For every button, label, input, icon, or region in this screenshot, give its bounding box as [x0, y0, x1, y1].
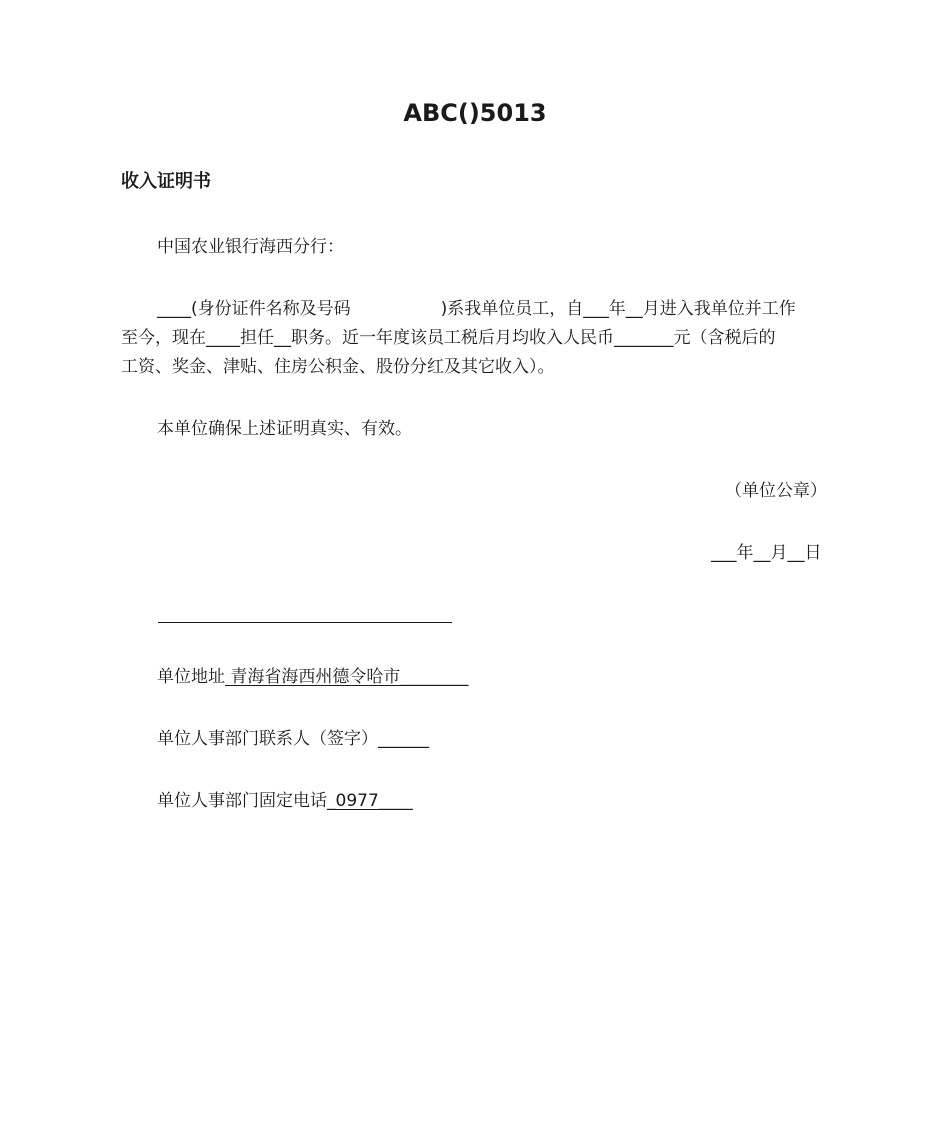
phone-label: 单位人事部门固定电话 — [157, 791, 327, 811]
phone-line — [157, 791, 413, 811]
salutation: 中国农业银行海西分行： — [157, 237, 344, 257]
document-title: ABC()5013 — [403, 99, 547, 127]
contact-line — [157, 729, 429, 749]
document-subtitle: 收入证明书 — [121, 171, 211, 192]
hold-text: 担任 — [240, 328, 274, 348]
address-line — [157, 667, 468, 687]
address-value: 青海省海西州德令哈市 — [225, 667, 401, 687]
id-label: (身份证件名称及号码 — [191, 299, 351, 319]
year-label: 年 — [608, 299, 626, 319]
phone-value: _0977 — [327, 791, 379, 811]
address-label: 单位地址 — [157, 667, 225, 687]
blank-name: ____ — [157, 299, 191, 319]
contact-label: 单位人事部门联系人（签字） — [157, 729, 378, 749]
contact-blank: ______ — [378, 729, 429, 749]
join-text: 月进入我单位并工作 — [642, 299, 796, 319]
seal-label: （单位公章） — [725, 481, 827, 501]
income-unit-text: 元（含税后的 — [673, 328, 776, 348]
guarantee-text: 本单位确保上述证明真实、有效。 — [157, 419, 412, 439]
blank-year: ___ — [711, 543, 737, 563]
date-year-label: 年 — [736, 543, 754, 563]
body-line-3: 工资、奖金、津贴、住房公积金、股份分红及其它收入）。 — [121, 357, 555, 377]
current-text: 至今，现在 — [121, 328, 206, 348]
phone-tail: ____ — [378, 791, 413, 811]
blank-department: ____ — [206, 328, 240, 348]
date-month-label: 月 — [770, 543, 788, 563]
blank-join-year: ___ — [583, 299, 609, 319]
blank-income: _______ — [614, 328, 674, 348]
address-tail: ________ — [400, 667, 469, 687]
date-day-label: 日 — [804, 543, 822, 563]
employee-text: )系我单位员工，自 — [440, 299, 584, 319]
body-line-1 — [157, 299, 796, 319]
blank-day: __ — [787, 543, 805, 563]
body-line-2 — [121, 328, 776, 348]
date-line — [711, 543, 822, 563]
separator-line — [158, 622, 452, 623]
income-text: 职务。近一年度该员工税后月均收入人民币 — [291, 328, 614, 348]
blank-month: __ — [753, 543, 771, 563]
blank-position: __ — [274, 328, 291, 348]
blank-join-month: __ — [625, 299, 643, 319]
